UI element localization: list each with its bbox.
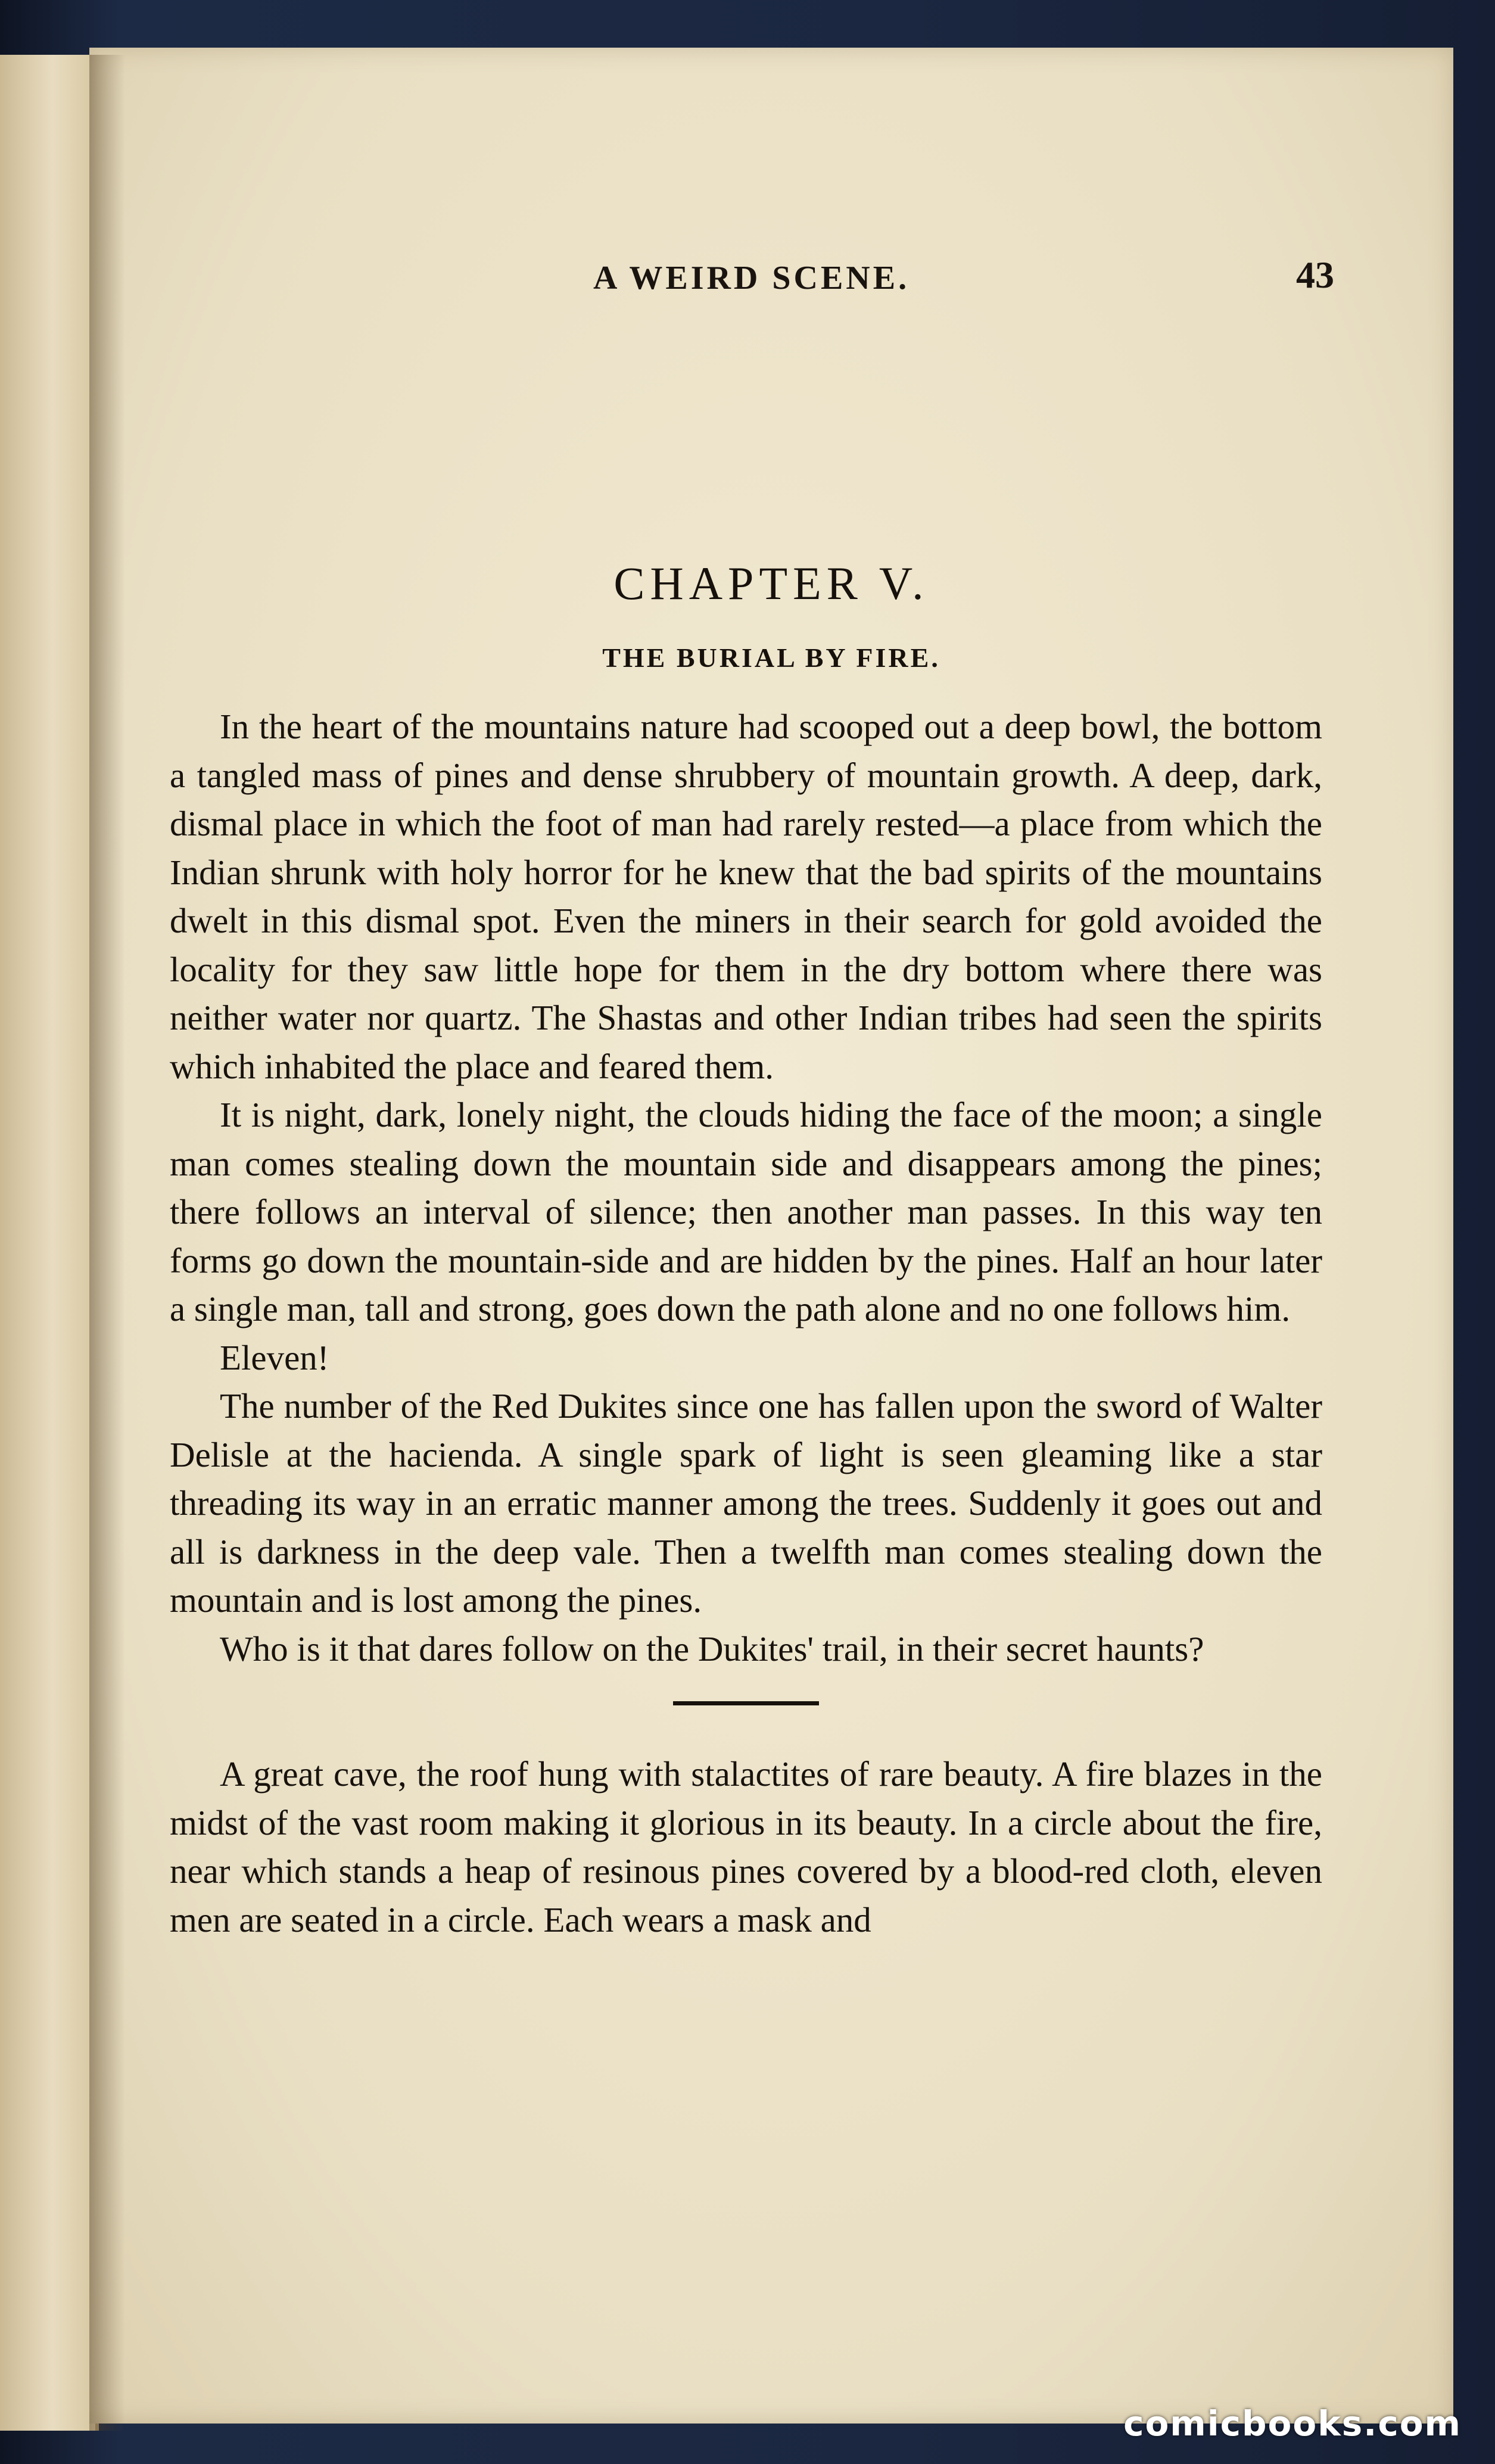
paragraph: The number of the Red Dukites since one has fallen upon the sword of Walter Delisle at the hacienda. A single spark of light is seen gleaming like a star threading its way in an erratic manner among the trees. Suddenly it goes out and all is darkness in the deep vale. Then a twelfth man comes stealing down the mountain and is lost among the pines. [170, 1386, 1322, 1620]
paragraph: In the heart of the mountains nature had scooped out a deep bowl, the bottom a tangled mass of pines and dense shrubbery of mountain growth. A deep, dark, dismal place in which the foot of man had rarely rested—a place from which the Indian shrunk with holy horror for he knew that the bad spirits of the mountains dwelt in this dismal spot. Even the miners in their search for gold avoided the locality for they saw little hope for them in the dry bottom where there was neither water nor quartz. The Shastas and other Indian tribes had seen the spirits which inhabited the place and feared them. [170, 707, 1322, 1086]
facing-page-edge [0, 55, 99, 2431]
chapter-title: CHAPTER V. [613, 557, 929, 609]
paragraph: A great cave, the roof hung with stalactites of rare beauty. A fire blazes in the midst of the vast room making it glorious in its beauty. In a circle about the fire, near which stands a heap of resinous pines covered by a blood-red cloth, eleven men are seated in a circle. Each wears a mask and [170, 1754, 1322, 1939]
chapter-subtitle: THE BURIAL BY FIRE. [602, 642, 940, 673]
section-divider [673, 1701, 819, 1705]
spine-shadow [89, 55, 125, 2431]
running-head: A WEIRD SCENE. [593, 260, 910, 297]
page-header [89, 211, 1453, 297]
page-number: 43 [1296, 254, 1334, 296]
paragraph: Eleven! [220, 1337, 329, 1377]
book-page [89, 48, 1453, 2424]
paragraph: Who is it that dares follow on the Dukites' trail, in their secret haunts? [220, 1629, 1204, 1668]
paragraph: It is night, dark, lonely night, the clouds hiding the face of the moon; a single man comes stealing down the mountain side and disappears among the pines; there follows an interval of silence; then another man passes. In this way ten forms go down the mountain-side and are hidden by the pines. Half an hour later a single man, tall and strong, goes down the path alone and no one follows him. [170, 1095, 1322, 1328]
watermark: comicbooks.com [1123, 2403, 1462, 2444]
chapter-body [170, 703, 1322, 1944]
